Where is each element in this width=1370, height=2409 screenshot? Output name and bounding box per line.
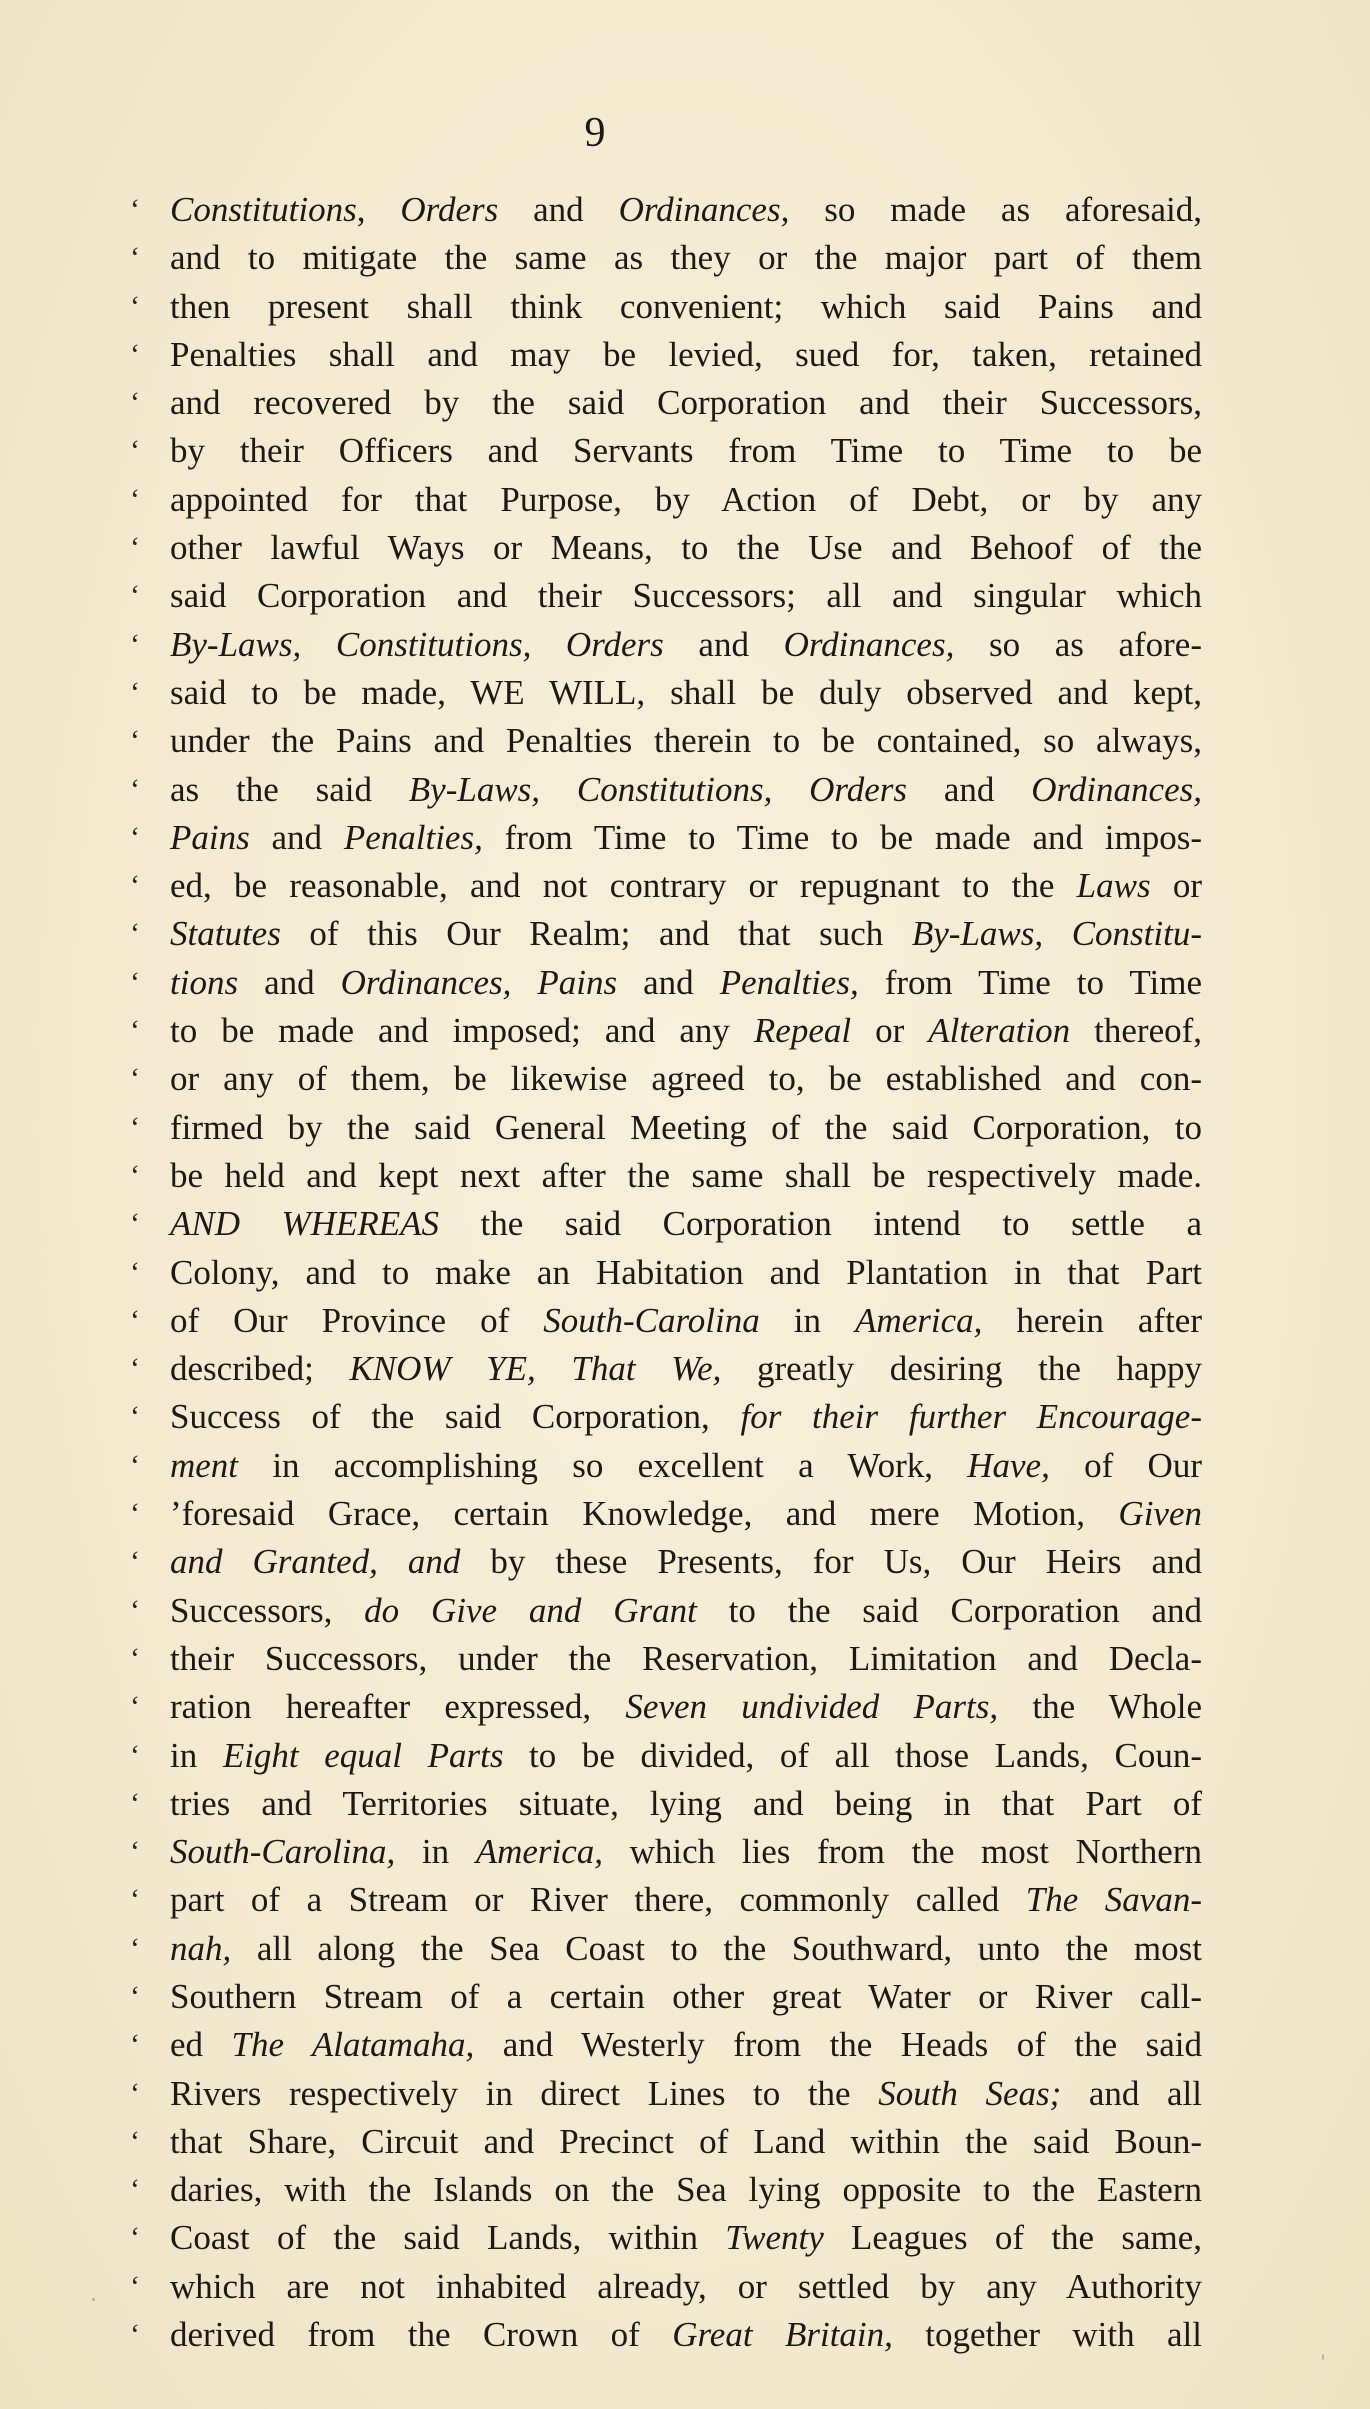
quote-mark: ‘ — [130, 1690, 140, 1724]
text-run: which are not inhabited already, or settled by any Authority — [170, 2266, 1202, 2306]
text-run: thereof, — [1070, 1011, 1203, 1051]
text-line — [130, 379, 1202, 427]
text-run: Colony, and to make an Habitation and Plantation in that Part — [170, 1252, 1202, 1292]
italic-text: AND WHEREAS — [170, 1204, 439, 1244]
quote-mark: ‘ — [130, 724, 140, 758]
text-run: or any of them, be likewise agreed to, be established and con- — [170, 1059, 1202, 1099]
text-line — [130, 621, 1202, 669]
italic-text: Have, — [967, 1445, 1050, 1485]
text-run: so as afore- — [954, 624, 1202, 664]
text-run: of Our Province of — [170, 1300, 544, 1340]
text-run: other lawful Ways or Means, to the Use and Behoof of the — [170, 528, 1202, 568]
quote-mark: ‘ — [130, 1979, 140, 2013]
text-line — [130, 862, 1202, 910]
text-run: derived from the Crown of — [170, 2315, 673, 2355]
text-run: or — [1150, 866, 1202, 906]
text-run: together with all — [892, 2315, 1202, 2355]
text-run: in accomplishing so excellent a Work, — [238, 1445, 968, 1485]
text-run: under the Pains and Penalties therein to be contained, so always, — [170, 721, 1202, 761]
italic-text: Penalties, — [719, 962, 859, 1002]
text-line — [130, 1780, 1202, 1828]
text-line — [130, 2166, 1202, 2214]
quote-mark: ‘ — [130, 2028, 140, 2062]
italic-text: Pains — [170, 817, 250, 857]
italic-text: Eight equal Parts — [222, 1735, 504, 1775]
text-run: ed — [170, 2025, 232, 2065]
text-line — [130, 1345, 1202, 1393]
text-run: and — [907, 769, 1032, 809]
text-line — [130, 1876, 1202, 1924]
text-line — [130, 1490, 1202, 1538]
text-line — [130, 331, 1202, 379]
text-line — [130, 234, 1202, 282]
text-run: greatly desiring the happy — [721, 1349, 1202, 1389]
text-line — [130, 1297, 1202, 1345]
text-line — [130, 1055, 1202, 1103]
italic-text: America, — [855, 1300, 983, 1340]
text-line — [130, 572, 1202, 620]
text-run: and — [249, 817, 344, 857]
quote-mark: ‘ — [130, 1110, 140, 1144]
italic-text: By-Laws, Constitutions, Orders — [170, 624, 664, 664]
quote-mark: ‘ — [130, 1352, 140, 1386]
quote-mark: ‘ — [130, 2076, 140, 2110]
text-run: or — [851, 1011, 929, 1051]
text-run: and — [617, 962, 720, 1002]
quote-mark: ‘ — [130, 289, 140, 323]
text-run: which lies from the most Northern — [603, 1832, 1202, 1872]
text-run: to be divided, of all those Lands, Coun- — [503, 1735, 1202, 1775]
text-line — [130, 2070, 1202, 2118]
page-number: 9 — [584, 110, 606, 156]
text-run: and — [663, 624, 784, 664]
text-run: Success of the said Corporation, — [170, 1397, 741, 1437]
italic-text: Ordinances, — [618, 190, 790, 229]
quote-mark: ‘ — [130, 1014, 140, 1048]
text-run: from Time to Time — [858, 962, 1202, 1002]
quote-mark: ‘ — [130, 627, 140, 661]
quote-mark: ‘ — [130, 241, 140, 275]
italic-text: Given — [1118, 1494, 1202, 1534]
text-line — [130, 2263, 1202, 2311]
quote-mark: ‘ — [130, 2173, 140, 2207]
text-run: herein after — [982, 1300, 1202, 1340]
quote-mark: ‘ — [130, 193, 140, 226]
text-line — [130, 1635, 1202, 1683]
text-line — [130, 1828, 1202, 1876]
paper-speck — [1322, 2354, 1324, 2360]
text-run: all along the Sea Coast to the Southward, unto the most — [231, 1928, 1202, 1968]
quote-mark: ‘ — [130, 1207, 140, 1241]
italic-text: for their further Encourage- — [740, 1397, 1202, 1437]
quote-mark: ‘ — [130, 917, 140, 951]
quote-mark: ‘ — [130, 1738, 140, 1772]
text-run: by their Officers and Servants from Time to Time to be — [170, 431, 1202, 471]
quote-mark: ‘ — [130, 965, 140, 999]
text-run: part of a Stream or River there, commonly called — [170, 1880, 1026, 1920]
quote-mark: ‘ — [130, 820, 140, 854]
text-run: the said Corporation intend to settle a — [438, 1204, 1202, 1244]
text-run: to the said Corporation and — [696, 1590, 1202, 1630]
quote-mark: ‘ — [130, 1593, 140, 1627]
quote-mark: ‘ — [130, 482, 140, 516]
text-run: that Share, Circuit and Precinct of Land within the said Boun- — [170, 2121, 1202, 2161]
quote-mark: ‘ — [130, 2124, 140, 2158]
text-line — [130, 2311, 1202, 2359]
text-run: firmed by the said General Meeting of the said Corporation, to — [170, 1107, 1202, 1147]
text-run: so made as aforesaid, — [789, 190, 1202, 229]
italic-text: tions — [170, 962, 239, 1002]
quote-mark: ‘ — [130, 1062, 140, 1096]
text-line — [130, 910, 1202, 958]
italic-text: South Seas; — [878, 2073, 1062, 2113]
italic-text: By-Laws, Constitu- — [911, 914, 1202, 954]
text-line — [130, 1442, 1202, 1490]
italic-text: Ordinances, — [783, 624, 955, 664]
text-run: appointed for that Purpose, by Action of Debt, or by any — [170, 479, 1202, 519]
text-line — [130, 1732, 1202, 1780]
text-run: and all — [1061, 2073, 1202, 2113]
text-run: described; — [170, 1349, 350, 1389]
text-line — [130, 1973, 1202, 2021]
text-run: to be made and imposed; and any — [170, 1011, 754, 1051]
text-run: said to be made, WE WILL, shall be duly observed and kept, — [170, 672, 1202, 712]
text-run: Coast of the said Lands, within — [170, 2218, 726, 2258]
italic-text: Ordinances, Pains — [340, 962, 618, 1002]
text-line — [130, 1587, 1202, 1635]
quote-mark: ‘ — [130, 2221, 140, 2255]
quote-mark: ‘ — [130, 1883, 140, 1917]
quote-mark: ‘ — [130, 675, 140, 709]
italic-text: Great Britain, — [672, 2315, 893, 2355]
text-run: from Time to Time to be made and impos- — [482, 817, 1202, 857]
text-run: in — [759, 1300, 856, 1340]
quote-mark: ‘ — [130, 1641, 140, 1675]
text-line — [130, 1393, 1202, 1441]
quote-mark: ‘ — [130, 1497, 140, 1531]
quote-mark: ‘ — [130, 337, 140, 371]
quote-mark: ‘ — [130, 434, 140, 468]
quote-mark: ‘ — [130, 1303, 140, 1337]
text-run: said Corporation and their Successors; all and singular which — [170, 576, 1202, 616]
italic-text: South-Carolina — [543, 1300, 760, 1340]
italic-text: and Granted, and — [170, 1542, 461, 1582]
text-run: by these Presents, for Us, Our Heirs and — [460, 1542, 1202, 1582]
italic-text: nah, — [170, 1928, 232, 1968]
quote-mark: ‘ — [130, 1786, 140, 1820]
text-run: and recovered by the said Corporation and their Successors, — [170, 383, 1202, 423]
text-line — [130, 476, 1202, 524]
text-run: Southern Stream of a certain other great Water or River call- — [170, 1976, 1202, 2016]
quote-mark: ‘ — [130, 1835, 140, 1869]
text-line — [130, 1152, 1202, 1200]
text-line — [130, 186, 1202, 234]
text-run: in — [395, 1832, 476, 1872]
quote-mark: ‘ — [130, 1448, 140, 1482]
italic-text: Alteration — [928, 1011, 1071, 1051]
text-line — [130, 1007, 1203, 1055]
text-run: then present shall think convenient; which said Pains and — [170, 286, 1202, 326]
quote-mark: ‘ — [130, 579, 140, 613]
text-run: of this Our Realm; and that such — [280, 914, 912, 954]
text-line — [130, 1925, 1202, 1973]
text-run: daries, with the Islands on the Sea lying opposite to the Eastern — [170, 2170, 1202, 2210]
text-line — [130, 1538, 1202, 1586]
text-run: and to mitigate the same as they or the major part of them — [170, 238, 1202, 278]
text-run: ed, be reasonable, and not contrary or repugnant to the — [170, 866, 1077, 906]
text-run: ration hereafter expressed, — [170, 1687, 626, 1727]
italic-text: By-Laws, Constitutions, Orders — [408, 769, 908, 809]
italic-text: Repeal — [753, 1011, 852, 1051]
text-line — [130, 959, 1202, 1007]
text-line — [130, 2118, 1202, 2166]
text-line — [130, 766, 1202, 814]
quote-mark: ‘ — [130, 531, 140, 565]
italic-text: KNOW YE, That We, — [349, 1349, 722, 1389]
quote-mark: ‘ — [130, 869, 140, 903]
quote-mark: ‘ — [130, 386, 140, 420]
text-line — [130, 524, 1202, 572]
italic-text: Constitutions — [170, 190, 357, 229]
italic-text: Twenty — [725, 2218, 824, 2258]
italic-text: Ordinances, — [1031, 769, 1202, 809]
text-run: in — [170, 1735, 223, 1775]
text-line — [130, 669, 1202, 717]
italic-text: The Alatamaha, — [231, 2025, 475, 2065]
text-run: be held and kept next after the same shall be respectively made. — [170, 1155, 1202, 1195]
text-run: , — [356, 190, 401, 229]
quote-mark: ‘ — [130, 1400, 140, 1434]
paper-speck — [92, 2298, 95, 2301]
text-run: and — [498, 190, 619, 229]
italic-text: Laws — [1076, 866, 1151, 906]
text-run: and Westerly from the Heads of the said — [474, 2025, 1202, 2065]
text-line — [130, 427, 1202, 475]
quote-mark: ‘ — [130, 1255, 140, 1289]
text-line — [130, 2021, 1202, 2069]
text-line — [130, 1200, 1202, 1248]
quote-mark: ‘ — [130, 2269, 140, 2303]
text-run: their Successors, under the Reservation, Limitation and Decla- — [170, 1638, 1202, 1678]
italic-text: do Give and Grant — [364, 1590, 697, 1630]
text-run: Leagues of the same, — [823, 2218, 1202, 2258]
quote-mark: ‘ — [130, 1545, 140, 1579]
quote-mark: ‘ — [130, 1931, 140, 1965]
text-line — [130, 1249, 1202, 1297]
body-text — [130, 186, 1203, 2359]
text-run: Successors, — [170, 1590, 365, 1630]
text-run: ’foresaid Grace, certain Knowledge, and mere Motion, — [170, 1494, 1119, 1534]
italic-text: Statutes — [170, 914, 281, 954]
text-line — [130, 1683, 1202, 1731]
text-run: Penalties shall and may be levied, sued for, taken, retained — [170, 334, 1202, 374]
italic-text: Seven undivided Parts, — [625, 1687, 999, 1727]
quote-mark: ‘ — [130, 2318, 140, 2352]
text-run: of Our — [1049, 1445, 1202, 1485]
text-line — [130, 717, 1202, 765]
italic-text: ment — [170, 1445, 239, 1485]
quote-mark: ‘ — [130, 772, 140, 806]
text-line — [130, 2214, 1202, 2262]
text-line — [130, 283, 1202, 331]
italic-text: America, — [475, 1832, 604, 1872]
text-run: tries and Territories situate, lying and being in that Part of — [170, 1783, 1202, 1823]
italic-text: Orders — [400, 190, 499, 229]
text-run: and — [238, 962, 341, 1002]
italic-text: The Savan- — [1025, 1880, 1202, 1920]
text-run: Rivers respectively in direct Lines to the — [170, 2073, 879, 2113]
text-run: as the said — [170, 769, 409, 809]
italic-text: South-Carolina, — [170, 1832, 396, 1872]
text-run: the Whole — [998, 1687, 1202, 1727]
text-line — [130, 814, 1202, 862]
italic-text: Penalties, — [343, 817, 483, 857]
text-line — [130, 1104, 1202, 1152]
quote-mark: ‘ — [130, 1158, 140, 1192]
